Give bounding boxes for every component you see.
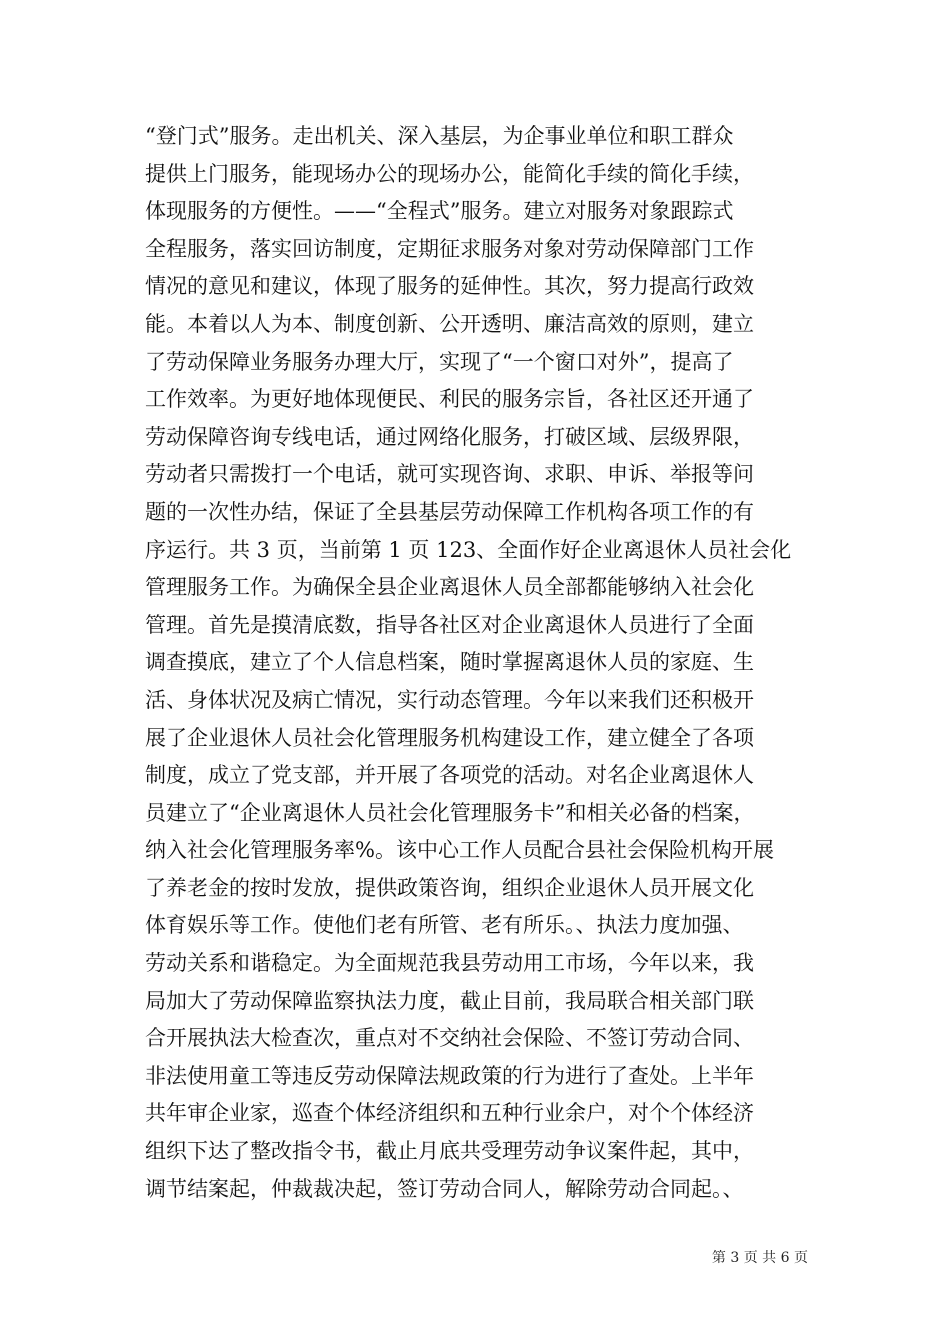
paragraph-line: 劳动者只需拨打一个电话，就可实现咨询、求职、申诉、举报等问 bbox=[145, 462, 754, 487]
paragraph-line: 纳入社会化管理服务率%。该中心工作人员配合县社会保险机构开展 bbox=[145, 838, 774, 863]
paragraph-line: “登门式”服务。走出机关、深入基层，为企事业单位和职工群众 bbox=[145, 124, 734, 148]
paragraph-line: 情况的意见和建议，体现了服务的延伸性。其次，努力提高行政效 bbox=[145, 274, 754, 299]
paragraph-line: 管理服务工作。为确保全县企业离退休人员全部都能够纳入社会化 bbox=[145, 575, 754, 600]
paragraph-line: 活、身体状况及病亡情况，实行动态管理。今年以来我们还积极开 bbox=[145, 687, 754, 712]
paragraph-line: 调节结案起，仲裁裁决起，签订劳动合同人，解除劳动合同起。、 bbox=[145, 1176, 744, 1201]
paragraph-line: 管理。首先是摸清底数，指导各社区对企业离退休人员进行了全面 bbox=[145, 612, 754, 637]
document-body bbox=[145, 118, 815, 1208]
paragraph-line: 了劳动保障业务服务办理大厅，实现了“一个窗口对外”，提高了 bbox=[145, 349, 734, 374]
paragraph-line: 劳动关系和谐稳定。为全面规范我县劳动用工市场，今年以来，我 bbox=[145, 951, 754, 976]
paragraph-line: 题的一次性办结，保证了全县基层劳动保障工作机构各项工作的有 bbox=[145, 499, 754, 524]
paragraph-line: 序运行。共 3 页，当前第 1 页 123、全面作好企业离退休人员社会化 bbox=[145, 537, 792, 562]
paragraph-line: 全程服务，落实回访制度，定期征求服务对象对劳动保障部门工作 bbox=[145, 236, 754, 261]
paragraph-line: 体育娱乐等工作。使他们老有所管、老有所乐。、执法力度加强、 bbox=[145, 913, 744, 938]
paragraph-line: 制度，成立了党支部，并开展了各项党的活动。对名企业离退休人 bbox=[145, 763, 754, 788]
paragraph-line: 劳动保障咨询专线电话，通过网络化服务，打破区域、层级界限， bbox=[145, 424, 754, 449]
paragraph-line: 工作效率。为更好地体现便民、利民的服务宗旨，各社区还开通了 bbox=[145, 387, 754, 412]
paragraph-line: 员建立了“企业离退休人员社会化管理服务卡”和相关必备的档案， bbox=[145, 800, 755, 825]
paragraph-line: 能。本着以人为本、制度创新、公开透明、廉洁高效的原则，建立 bbox=[145, 311, 754, 336]
paragraph-line: 提供上门服务，能现场办公的现场办公，能简化手续的简化手续， bbox=[145, 161, 754, 186]
paragraph-line: 调查摸底，建立了个人信息档案，随时掌握离退休人员的家庭、生 bbox=[145, 650, 754, 675]
paragraph-line: 展了企业退休人员社会化管理服务机构建设工作，建立健全了各项 bbox=[145, 725, 754, 750]
page-number-footer: 第 3 页 共 6 页 bbox=[711, 1250, 808, 1266]
paragraph-line: 体现服务的方便性。——“全程式”服务。建立对服务对象跟踪式 bbox=[145, 199, 734, 224]
paragraph-line: 非法使用童工等违反劳动保障法规政策的行为进行了查处。上半年 bbox=[145, 1063, 754, 1088]
paragraph-line: 共年审企业家，巡查个体经济组织和五种行业余户，对个个体经济 bbox=[145, 1101, 754, 1126]
paragraph-line: 组织下达了整改指令书，截止月底共受理劳动争议案件起，其中， bbox=[145, 1139, 754, 1164]
paragraph-line: 了养老金的按时发放，提供政策咨询，组织企业退休人员开展文化 bbox=[145, 875, 754, 900]
paragraph-line: 局加大了劳动保障监察执法力度，截止目前，我局联合相关部门联 bbox=[145, 988, 754, 1013]
paragraph-line: 合开展执法大检查次，重点对不交纳社会保险、不签订劳动合同、 bbox=[145, 1026, 754, 1051]
